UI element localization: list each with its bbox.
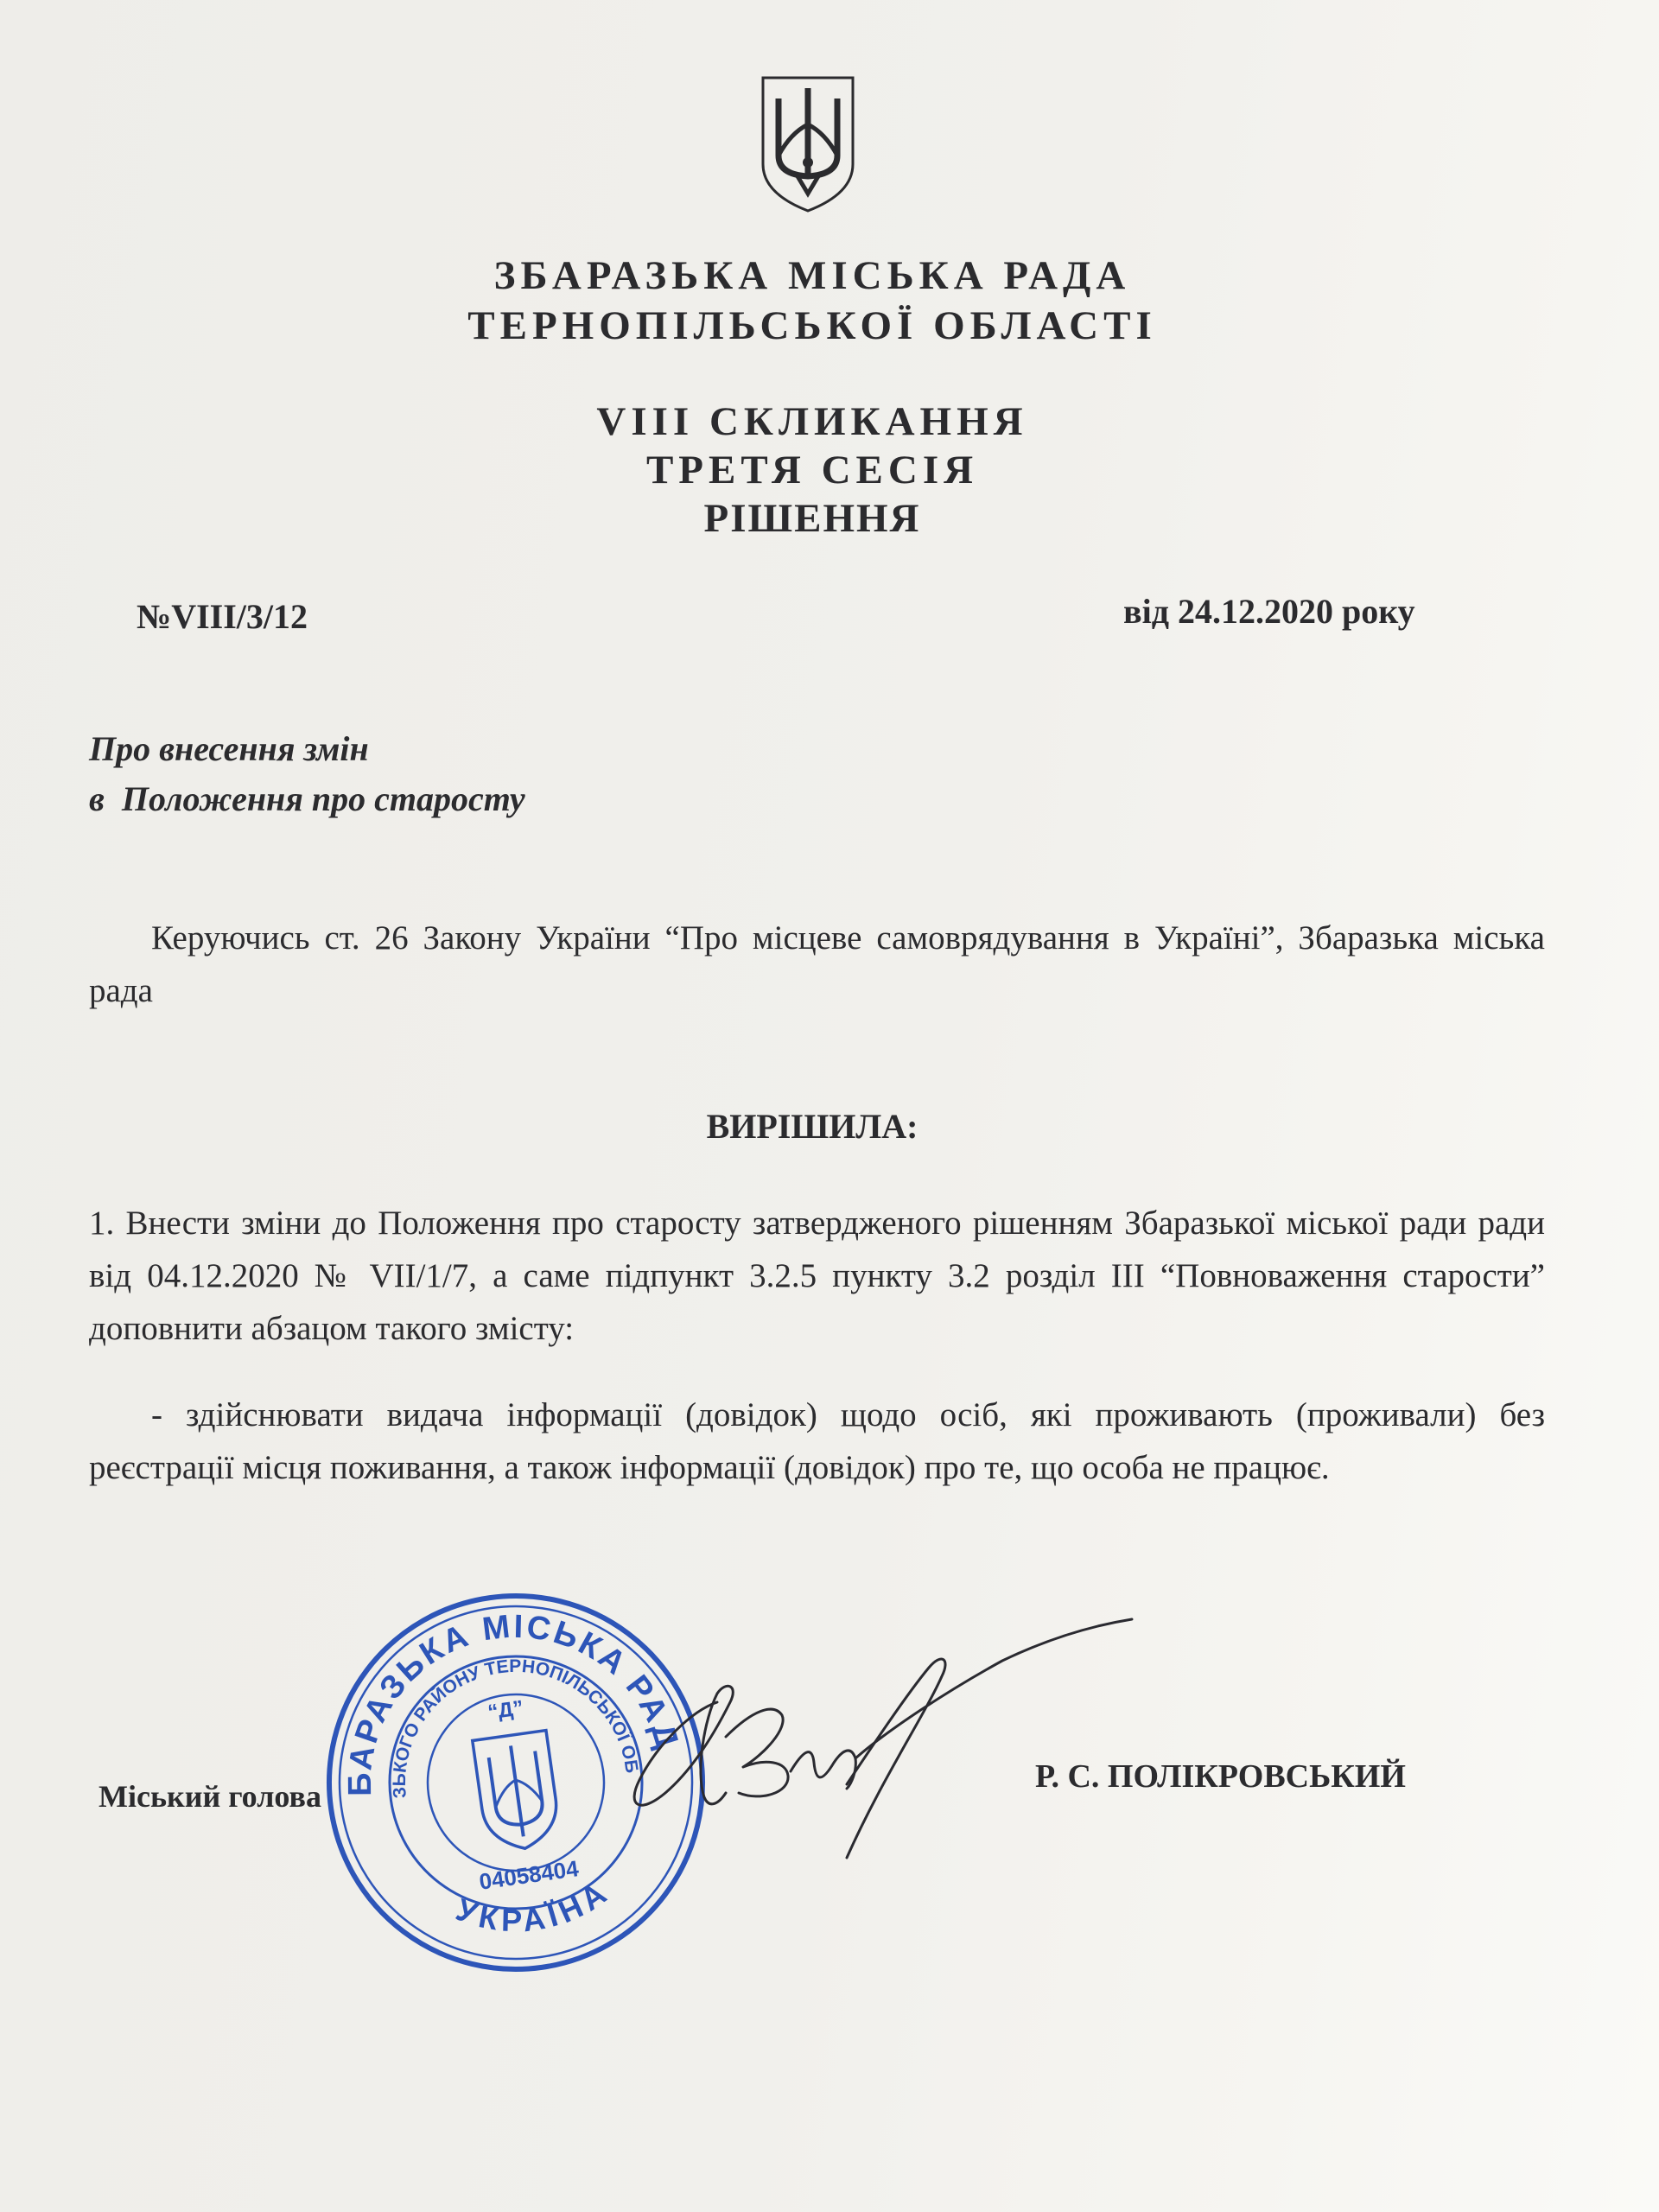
stamp-inner-text: ЗБАРАЗЬКОГО РАЙОНУ ТЕРНОПІЛЬСЬКОЇ ОБЛАСТІ [389, 1656, 642, 1800]
council-name-line2: ТЕРНОПІЛЬСЬКОЇ ОБЛАСТІ [467, 303, 1157, 348]
trident-coat-of-arms-icon [756, 73, 860, 214]
session-block [0, 397, 1624, 543]
stamp-outer-text: ЗБАРАЗЬКА МІСЬКА РАДА [341, 1608, 686, 1796]
council-name [0, 251, 1624, 351]
preamble: Керуючись ст. 26 Закону України “Про місцеве самоврядування в Україні”, Збаразька міська рада [89, 919, 1545, 1009]
item-1-subitem: - здійснювати видача інформації (довідок) щодо осіб, які проживають (проживали) без реєстрації місця поживання, а також інформації (довідок) про те, що особа не працює. [89, 1396, 1545, 1486]
stamp-letter: “Д” [486, 1696, 525, 1725]
decision-date: від 24.12.2020 року [1123, 592, 1415, 631]
convocation: VIII СКЛИКАННЯ [596, 399, 1028, 444]
subject-line1: Про внесення змін [89, 729, 369, 768]
document-type: РІШЕННЯ [703, 496, 921, 541]
session-title: ТРЕТЯ СЕСІЯ [645, 448, 979, 493]
stamp-code: 04058404 [477, 1855, 581, 1895]
stamp-country: УКРАЇНА [451, 1872, 617, 1939]
mayor-name: Р. С. ПОЛІКРОВСЬКИЙ [1035, 1758, 1406, 1795]
mayor-title: Міський голова [99, 1779, 321, 1814]
decision-number: №VIII/3/12 [137, 597, 308, 636]
council-name-line1: ЗБАРАЗЬКА МІСЬКА РАДА [493, 253, 1131, 298]
subject [89, 724, 525, 824]
item-1: 1. Внести зміни до Положення про старосту затвердженого рішенням Збаразької міської ради ради від 04.12.2020 № VII/1/7, а саме підпункт 3.2.5 пункту 3.2 розділ ІІІ “Повноваження старости” доповнити абзацом такого змісту: [89, 1205, 1545, 1347]
subject-line2: в Положення про старосту [89, 779, 525, 818]
decided-heading: ВИРІШИЛА: [706, 1107, 918, 1146]
handwritten-signature [588, 1607, 1149, 1866]
